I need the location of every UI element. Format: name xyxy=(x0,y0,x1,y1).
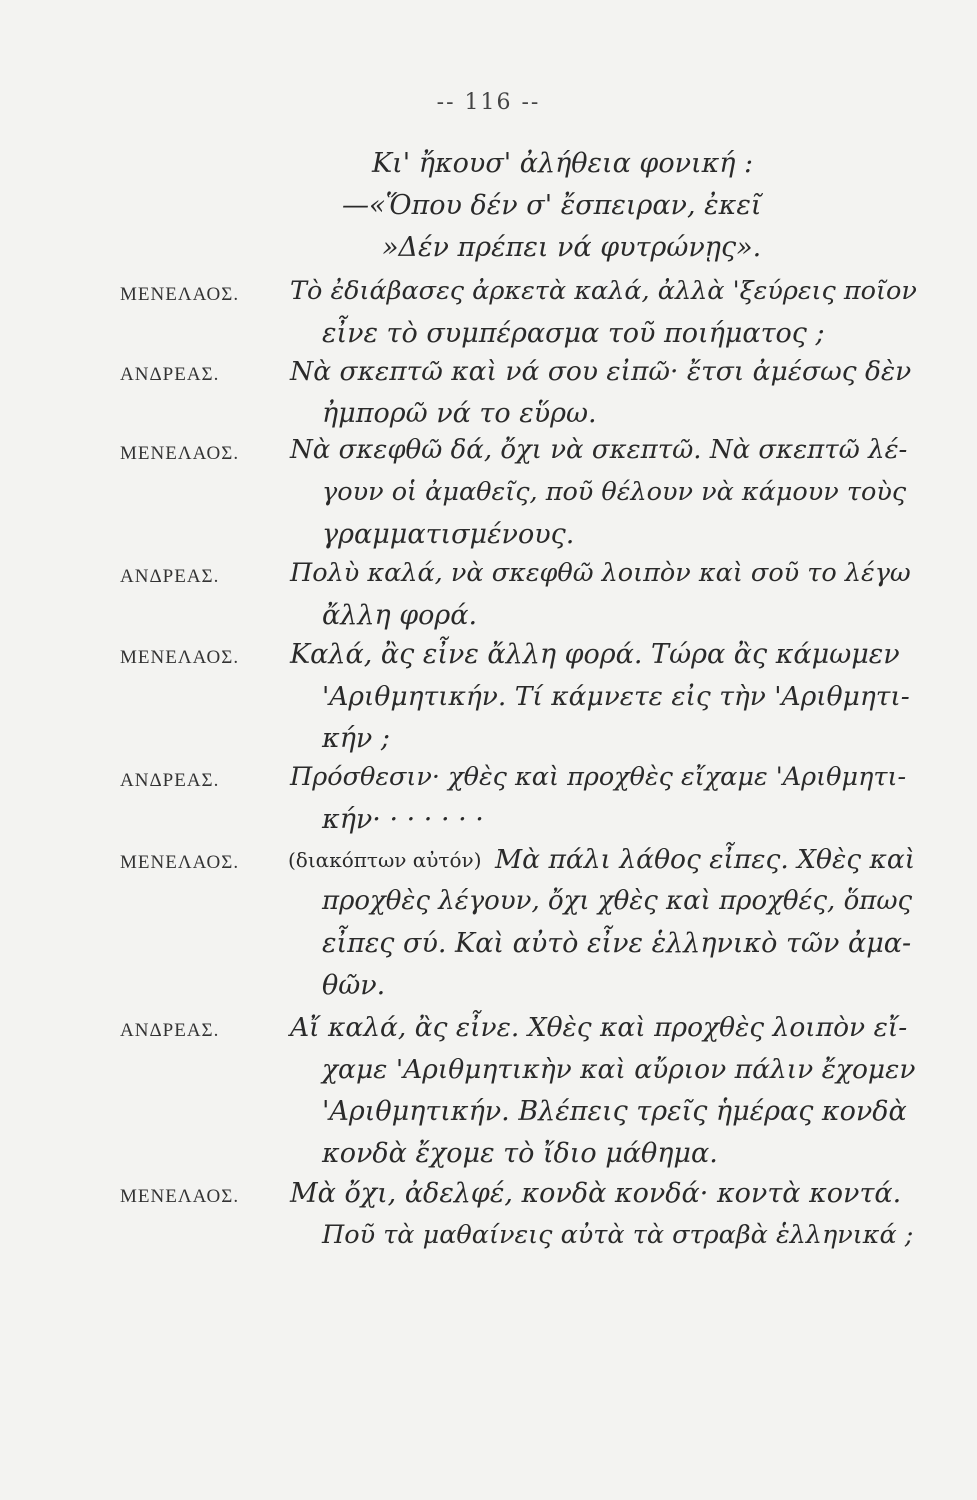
dialogue-line: Πολὺ καλά, νὰ σκεφθῶ λοιπὸν καὶ σοῦ το λέγω xyxy=(290,558,911,588)
dialogue-line: ἠμπορῶ νά το εὕρω. xyxy=(322,398,597,429)
speaker-label: ΑΝΔΡΕΑΣ. xyxy=(120,364,220,385)
dialogue-line: 'Αριθμητικήν. Βλέπεις τρεῖς ἡμέρας κονδὰ xyxy=(322,1096,907,1127)
dialogue-line: Νὰ σκεπτῶ καὶ νά σου εἰπῶ· ἔτσι ἀμέσως δὲν xyxy=(290,356,912,387)
speaker-label: ΜΕΝΕΛΑΟΣ. xyxy=(120,852,240,873)
verse-line: —«Ὅπου δέν σ' ἔσπειραν, ἐκεῖ xyxy=(342,190,762,221)
speaker-label: ΑΝΔΡΕΑΣ. xyxy=(120,770,220,791)
dialogue-line: χαμε 'Αριθμητικὴν καὶ αὔριον πάλιν ἔχομεν xyxy=(322,1054,916,1085)
dialogue-line: εἶπες σύ. Καὶ αὐτὸ εἶνε ἑλληνικὸ τῶν ἀμα- xyxy=(322,928,912,959)
speaker-label: ΜΕΝΕΛΑΟΣ. xyxy=(120,1186,240,1207)
dialogue-line: γουν οἱ ἀμαθεῖς, ποῦ θέλουν νὰ κάμουν τοὺς xyxy=(322,477,907,507)
dialogue-line: κήν· · · · · · · xyxy=(322,804,484,835)
speaker-label: ΑΝΔΡΕΑΣ. xyxy=(120,1020,220,1041)
dialogue-line: Καλά, ἂς εἶνε ἄλλη φορά. Τώρα ἂς κάμωμεν xyxy=(290,639,900,670)
dialogue-line: Αἴ καλά, ἂς εἶνε. Χθὲς καὶ προχθὲς λοιπὸν εἴ- xyxy=(290,1012,908,1043)
dialogue-line: ἄλλη φορά. xyxy=(322,600,478,631)
dialogue-line: Μὰ πάλι λάθος εἶπες. Χθὲς καὶ xyxy=(495,844,916,875)
dialogue-line: Νὰ σκεφθῶ δά, ὄχι νὰ σκεπτῶ. Νὰ σκεπτῶ λέ- xyxy=(290,435,908,465)
dialogue-line: θῶν. xyxy=(322,970,386,1001)
speaker-label: ΜΕΝΕΛΑΟΣ. xyxy=(120,284,240,305)
verse-line: Κι' ἤκουσ' ἀλήθεια φονική : xyxy=(372,148,754,179)
dialogue-line: Πρόσθεσιν· χθὲς καὶ προχθὲς εἴχαμε 'Αριθμητι- xyxy=(290,762,907,792)
dialogue-line: κήν ; xyxy=(322,723,390,754)
speaker-label: ΜΕΝΕΛΑΟΣ. xyxy=(120,647,240,668)
dialogue-line: Τὸ ἐδιάβασες ἀρκετὰ καλά, ἀλλὰ 'ξεύρεις ποῖον xyxy=(290,276,917,306)
dialogue-line: γραμματισμένους. xyxy=(322,519,575,550)
dialogue-line: προχθὲς λέγουν, ὄχι χθὲς καὶ προχθές, ὅπως xyxy=(322,886,913,916)
stage-direction: (διακόπτων αὐτόν) xyxy=(288,848,482,872)
dialogue-line: εἶνε τὸ συμπέρασμα τοῦ ποιήματος ; xyxy=(322,318,825,349)
verse-line: »Δέν πρέπει νά φυτρώνῃς». xyxy=(382,232,762,263)
dialogue-line: Μὰ ὄχι, ἀδελφέ, κονδὰ κονδά· κοντὰ κοντά. xyxy=(290,1178,902,1209)
page-number: -- 116 -- xyxy=(436,90,541,115)
dialogue-line: 'Αριθμητικήν. Τί κάμνετε εἰς τὴν 'Αριθμητι- xyxy=(322,681,910,712)
speaker-label: ΑΝΔΡΕΑΣ. xyxy=(120,566,220,587)
speaker-label: ΜΕΝΕΛΑΟΣ. xyxy=(120,443,240,464)
dialogue-line: κονδὰ ἔχομε τὸ ἴδιο μάθημα. xyxy=(322,1138,718,1169)
dialogue-line: Ποῦ τὰ μαθαίνεις αὐτὰ τὰ στραβὰ ἑλληνικά ; xyxy=(322,1220,914,1250)
